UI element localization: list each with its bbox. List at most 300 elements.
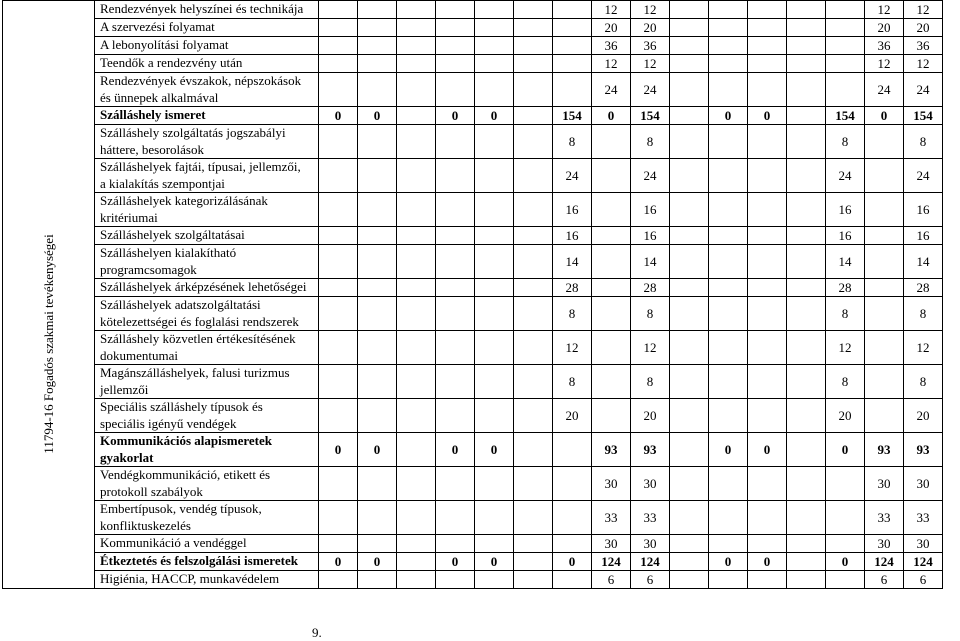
hours-cell: 0 (553, 553, 592, 571)
topic-row (3, 159, 943, 193)
hours-cell: 36 (865, 37, 904, 55)
hours-cell: 8 (826, 365, 865, 399)
hours-cell: 154 (904, 107, 943, 125)
hours-cell (475, 279, 514, 297)
hours-cell (787, 535, 826, 553)
hours-cell (358, 365, 397, 399)
hours-cell: 0 (436, 553, 475, 571)
hours-cell: 16 (826, 193, 865, 227)
hours-cell (475, 331, 514, 365)
hours-cell (709, 73, 748, 107)
hours-cell (358, 55, 397, 73)
hours-cell (397, 107, 436, 125)
hours-cell (787, 159, 826, 193)
topic-title-line: Szálláshelyek szolgáltatásai (100, 227, 245, 243)
hours-cell (553, 571, 592, 589)
hours-cell (475, 159, 514, 193)
hours-cell (319, 279, 358, 297)
hours-cell (397, 279, 436, 297)
hours-cell (514, 571, 553, 589)
hours-cell: 12 (631, 331, 670, 365)
hours-cell: 16 (553, 227, 592, 245)
hours-cell (826, 571, 865, 589)
topic-title (95, 467, 319, 501)
hours-cell (319, 37, 358, 55)
hours-cell: 12 (631, 55, 670, 73)
hours-cell (514, 37, 553, 55)
hours-cell: 0 (592, 107, 631, 125)
hours-cell: 33 (904, 501, 943, 535)
hours-cell (514, 501, 553, 535)
topic-title (95, 535, 319, 553)
hours-cell (319, 19, 358, 37)
hours-cell (436, 55, 475, 73)
hours-cell (748, 365, 787, 399)
hours-cell: 0 (709, 553, 748, 571)
hours-cell: 20 (553, 399, 592, 433)
hours-cell (670, 553, 709, 571)
hours-cell: 8 (904, 125, 943, 159)
hours-cell: 8 (631, 365, 670, 399)
hours-cell: 30 (592, 467, 631, 501)
hours-cell (592, 399, 631, 433)
hours-cell (397, 37, 436, 55)
hours-cell (865, 279, 904, 297)
hours-cell (592, 279, 631, 297)
topic-title-line: protokoll szabályok (100, 483, 203, 499)
topic-title-line: és ünnepek alkalmával (100, 89, 219, 105)
hours-cell: 93 (592, 433, 631, 467)
hours-cell (787, 37, 826, 55)
hours-cell (514, 535, 553, 553)
hours-cell (670, 159, 709, 193)
hours-cell (826, 501, 865, 535)
topic-title (95, 73, 319, 107)
hours-cell: 8 (631, 297, 670, 331)
hours-cell (865, 365, 904, 399)
hours-cell (514, 553, 553, 571)
hours-cell (514, 73, 553, 107)
hours-cell (319, 245, 358, 279)
topic-row (3, 1, 943, 19)
hours-cell (670, 279, 709, 297)
hours-cell: 6 (592, 571, 631, 589)
subject-title (95, 107, 319, 125)
hours-cell (592, 245, 631, 279)
hours-cell (787, 245, 826, 279)
topic-title-line: Szálláshely szolgáltatás jogszabályi (100, 125, 286, 140)
hours-cell (787, 501, 826, 535)
hours-cell (865, 399, 904, 433)
topic-title (95, 125, 319, 159)
hours-cell (826, 535, 865, 553)
hours-cell: 0 (748, 433, 787, 467)
hours-cell (787, 193, 826, 227)
hours-cell (436, 365, 475, 399)
topic-row (3, 125, 943, 159)
hours-cell: 12 (904, 331, 943, 365)
hours-cell (748, 19, 787, 37)
hours-cell (670, 331, 709, 365)
hours-cell (553, 55, 592, 73)
hours-cell (319, 125, 358, 159)
subject-title-line: gyakorlat (100, 449, 154, 465)
hours-cell (670, 467, 709, 501)
hours-cell (865, 125, 904, 159)
hours-cell: 36 (631, 37, 670, 55)
hours-cell: 12 (904, 55, 943, 73)
hours-cell (436, 1, 475, 19)
hours-cell: 6 (865, 571, 904, 589)
hours-cell (436, 73, 475, 107)
topic-title (95, 331, 319, 365)
hours-cell (670, 245, 709, 279)
topics-hours-table (2, 0, 943, 589)
hours-cell (319, 73, 358, 107)
hours-cell: 0 (358, 433, 397, 467)
hours-cell (514, 125, 553, 159)
topic-title-line: a kialakítás szempontjai (100, 175, 225, 191)
hours-cell (397, 125, 436, 159)
topic-row (3, 227, 943, 245)
topic-title-line: Embertípusok, vendég típusok, (100, 501, 262, 516)
hours-cell (787, 553, 826, 571)
hours-cell (397, 365, 436, 399)
hours-cell (670, 19, 709, 37)
hours-cell (592, 365, 631, 399)
hours-cell (826, 19, 865, 37)
topic-row (3, 193, 943, 227)
topic-row (3, 55, 943, 73)
hours-cell (592, 193, 631, 227)
hours-cell (475, 365, 514, 399)
hours-cell (436, 467, 475, 501)
hours-cell: 33 (592, 501, 631, 535)
topic-title (95, 193, 319, 227)
hours-cell: 20 (865, 19, 904, 37)
hours-cell (475, 1, 514, 19)
hours-cell: 0 (475, 107, 514, 125)
hours-cell (358, 73, 397, 107)
hours-cell (670, 399, 709, 433)
hours-cell: 124 (904, 553, 943, 571)
hours-cell (748, 193, 787, 227)
topic-title-line: Magánszálláshelyek, falusi turizmus (100, 365, 290, 380)
hours-cell (358, 467, 397, 501)
hours-cell: 154 (631, 107, 670, 125)
hours-cell (670, 125, 709, 159)
hours-cell: 0 (748, 553, 787, 571)
topic-row (3, 535, 943, 553)
hours-cell: 24 (865, 73, 904, 107)
topic-title-line: Teendők a rendezvény után (100, 55, 243, 71)
hours-cell (319, 1, 358, 19)
hours-cell (475, 37, 514, 55)
hours-cell (514, 55, 553, 73)
hours-cell: 20 (592, 19, 631, 37)
hours-cell (553, 19, 592, 37)
hours-cell (709, 501, 748, 535)
hours-cell (787, 331, 826, 365)
hours-cell (748, 1, 787, 19)
hours-cell: 124 (865, 553, 904, 571)
hours-cell (397, 73, 436, 107)
subject-row (3, 553, 943, 571)
hours-cell (748, 571, 787, 589)
hours-cell (709, 297, 748, 331)
hours-cell: 30 (631, 467, 670, 501)
hours-cell (709, 193, 748, 227)
hours-cell (358, 399, 397, 433)
table-body (3, 1, 943, 589)
hours-cell (397, 55, 436, 73)
hours-cell: 20 (631, 399, 670, 433)
hours-cell: 30 (592, 535, 631, 553)
hours-cell (436, 297, 475, 331)
topic-title-line: dokumentumai (100, 347, 178, 363)
hours-cell (709, 159, 748, 193)
hours-cell: 24 (904, 159, 943, 193)
hours-cell: 20 (826, 399, 865, 433)
hours-cell (514, 107, 553, 125)
hours-cell (670, 365, 709, 399)
hours-cell: 30 (865, 535, 904, 553)
hours-cell: 154 (826, 107, 865, 125)
hours-cell: 33 (865, 501, 904, 535)
hours-cell (709, 19, 748, 37)
topic-row (3, 331, 943, 365)
hours-cell (475, 399, 514, 433)
topic-title-line: jellemzői (100, 381, 149, 397)
hours-cell (475, 227, 514, 245)
hours-cell (709, 467, 748, 501)
hours-cell (358, 245, 397, 279)
hours-cell (670, 227, 709, 245)
hours-cell: 8 (553, 125, 592, 159)
hours-cell (358, 159, 397, 193)
hours-cell (709, 399, 748, 433)
hours-cell: 30 (631, 535, 670, 553)
hours-cell (748, 297, 787, 331)
hours-cell: 6 (904, 571, 943, 589)
hours-cell (709, 365, 748, 399)
subject-title-line: Szálláshely ismeret (100, 107, 206, 123)
hours-cell (670, 501, 709, 535)
hours-cell (553, 1, 592, 19)
hours-cell: 0 (319, 433, 358, 467)
hours-cell (748, 501, 787, 535)
hours-cell: 12 (826, 331, 865, 365)
hours-cell (514, 193, 553, 227)
hours-cell (553, 467, 592, 501)
subject-title (95, 553, 319, 571)
hours-cell (865, 159, 904, 193)
hours-cell (514, 159, 553, 193)
hours-cell (592, 297, 631, 331)
hours-cell: 8 (631, 125, 670, 159)
hours-cell (826, 467, 865, 501)
hours-cell (319, 297, 358, 331)
hours-cell (826, 73, 865, 107)
hours-cell (670, 571, 709, 589)
topic-title-line: Rendezvények helyszínei és technikája (100, 1, 304, 17)
hours-cell (748, 535, 787, 553)
hours-cell: 24 (631, 73, 670, 107)
hours-cell (358, 193, 397, 227)
hours-cell (865, 331, 904, 365)
hours-cell (748, 73, 787, 107)
topic-row (3, 501, 943, 535)
topic-row (3, 571, 943, 589)
hours-cell (358, 501, 397, 535)
hours-cell: 12 (631, 1, 670, 19)
hours-cell (670, 433, 709, 467)
hours-cell (553, 73, 592, 107)
hours-cell (319, 467, 358, 501)
hours-cell (358, 1, 397, 19)
hours-cell (397, 553, 436, 571)
hours-cell (358, 297, 397, 331)
topic-title (95, 19, 319, 37)
topic-title (95, 37, 319, 55)
hours-cell: 20 (904, 399, 943, 433)
topic-row (3, 365, 943, 399)
hours-cell: 12 (592, 55, 631, 73)
hours-cell (709, 279, 748, 297)
module-label-cell (3, 1, 95, 589)
hours-cell (865, 227, 904, 245)
hours-cell (397, 571, 436, 589)
hours-cell: 0 (475, 553, 514, 571)
hours-cell (787, 297, 826, 331)
hours-cell (475, 297, 514, 331)
hours-cell (436, 399, 475, 433)
hours-cell (319, 55, 358, 73)
hours-cell: 12 (553, 331, 592, 365)
topic-title-line: Szálláshelyek árképzésének lehetőségei (100, 279, 307, 295)
hours-cell (748, 331, 787, 365)
subject-title-line: Étkeztetés és felszolgálási ismeretek (100, 553, 298, 569)
hours-cell: 93 (631, 433, 670, 467)
hours-cell (514, 227, 553, 245)
hours-cell: 30 (865, 467, 904, 501)
hours-cell: 8 (904, 365, 943, 399)
topic-row (3, 19, 943, 37)
hours-cell (787, 107, 826, 125)
hours-cell: 16 (904, 227, 943, 245)
hours-cell (787, 125, 826, 159)
hours-cell (475, 193, 514, 227)
hours-cell (592, 125, 631, 159)
topic-title-line: speciális igényű vendégek (100, 415, 237, 431)
hours-cell (514, 399, 553, 433)
topic-row (3, 399, 943, 433)
hours-cell (358, 37, 397, 55)
hours-cell (826, 37, 865, 55)
hours-cell: 0 (319, 553, 358, 571)
hours-cell: 0 (358, 553, 397, 571)
hours-cell (787, 19, 826, 37)
hours-cell (514, 433, 553, 467)
hours-cell: 24 (826, 159, 865, 193)
hours-cell (436, 19, 475, 37)
hours-cell: 14 (631, 245, 670, 279)
hours-cell (397, 159, 436, 193)
hours-cell (709, 571, 748, 589)
hours-cell (436, 37, 475, 55)
hours-cell (397, 19, 436, 37)
hours-cell: 8 (553, 297, 592, 331)
topic-title-line: Kommunikáció a vendéggel (100, 535, 247, 551)
hours-cell: 16 (631, 227, 670, 245)
hours-cell (397, 399, 436, 433)
hours-cell (514, 467, 553, 501)
hours-cell (397, 193, 436, 227)
hours-cell (514, 19, 553, 37)
hours-cell (553, 535, 592, 553)
hours-cell (475, 501, 514, 535)
hours-cell: 0 (436, 107, 475, 125)
topic-title (95, 55, 319, 73)
topic-title-line: Rendezvények évszakok, népszokások (100, 73, 302, 88)
module-label: 11794-16 Fogadós szakmai tevékenységei (40, 234, 56, 454)
hours-cell (592, 331, 631, 365)
hours-cell (670, 37, 709, 55)
topic-title-line: kritériumai (100, 209, 158, 225)
hours-cell: 30 (904, 467, 943, 501)
topic-title-line: konfliktuskezelés (100, 517, 191, 533)
hours-cell (475, 571, 514, 589)
hours-cell (358, 331, 397, 365)
hours-cell (709, 331, 748, 365)
hours-cell (826, 55, 865, 73)
hours-cell (319, 365, 358, 399)
topic-title-line: Vendégkommunikáció, etikett és (100, 467, 271, 482)
hours-cell (436, 159, 475, 193)
hours-cell: 0 (826, 553, 865, 571)
hours-cell (670, 55, 709, 73)
hours-cell (553, 433, 592, 467)
hours-cell: 12 (865, 1, 904, 19)
hours-cell: 93 (865, 433, 904, 467)
hours-cell (436, 535, 475, 553)
hours-cell: 0 (436, 433, 475, 467)
hours-cell (709, 245, 748, 279)
hours-cell (748, 37, 787, 55)
hours-cell: 28 (631, 279, 670, 297)
hours-cell (436, 245, 475, 279)
hours-cell: 28 (904, 279, 943, 297)
hours-cell (436, 571, 475, 589)
hours-cell: 14 (904, 245, 943, 279)
hours-cell: 0 (748, 107, 787, 125)
topic-title (95, 1, 319, 19)
hours-cell (514, 245, 553, 279)
topic-title (95, 365, 319, 399)
hours-cell: 24 (631, 159, 670, 193)
topic-title-line: kötelezettségei és foglalási rendszerek (100, 313, 299, 329)
topic-title-line: A lebonyolítási folyamat (100, 37, 229, 53)
hours-cell (319, 331, 358, 365)
hours-cell: 28 (826, 279, 865, 297)
topic-title-line: Szálláshelyek adatszolgáltatási (100, 297, 261, 312)
topic-title (95, 227, 319, 245)
hours-cell (748, 399, 787, 433)
hours-cell (319, 399, 358, 433)
hours-cell (358, 125, 397, 159)
topic-row (3, 245, 943, 279)
hours-cell (709, 227, 748, 245)
